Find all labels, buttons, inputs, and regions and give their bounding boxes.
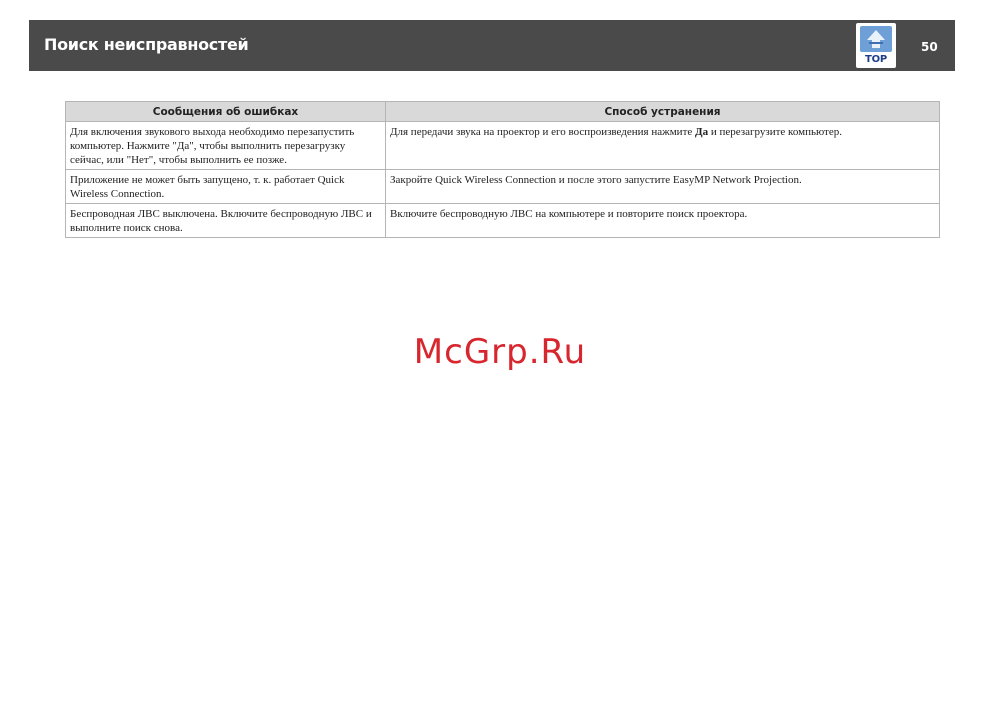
error-messages-table bbox=[65, 101, 940, 238]
error-message-cell: Беспроводная ЛВС выключена. Включите беспроводную ЛВС и выполните поиск снова. bbox=[66, 204, 386, 238]
remedy-cell bbox=[386, 122, 940, 170]
remedy-cell: Закройте Quick Wireless Connection и после этого запустите EasyMP Network Projection. bbox=[386, 170, 940, 204]
table-row bbox=[66, 204, 940, 238]
page-title: Поиск неисправностей bbox=[44, 35, 249, 54]
page-number: 50 bbox=[921, 40, 938, 54]
remedy-cell: Включите беспроводную ЛВС на компьютере и повторите поиск проектора. bbox=[386, 204, 940, 238]
remedy-text-end: и перезагрузите компьютер. bbox=[708, 126, 842, 138]
page-header bbox=[29, 20, 955, 71]
table-row bbox=[66, 170, 940, 204]
remedy-text: Для передачи звука на проектор и его воспроизведения нажмите bbox=[390, 126, 696, 138]
top-button-label: TOP bbox=[864, 54, 888, 65]
error-message-cell: Приложение не может быть запущено, т. к. работает Quick Wireless Connection. bbox=[66, 170, 386, 204]
column-header-remedy: Способ устранения bbox=[386, 102, 940, 122]
table-row bbox=[66, 122, 940, 170]
watermark: McGrp.Ru bbox=[413, 332, 587, 372]
top-button[interactable] bbox=[856, 23, 896, 68]
column-header-messages: Сообщения об ошибках bbox=[66, 102, 386, 122]
error-message-cell: Для включения звукового выхода необходимо перезапустить компьютер. Нажмите "Да", чтобы выполнить перезагрузку сейчас, или "Нет", чтобы выполнить ее позже. bbox=[66, 122, 386, 170]
table-header-row bbox=[66, 102, 940, 122]
remedy-bold-text: Да bbox=[695, 126, 709, 138]
